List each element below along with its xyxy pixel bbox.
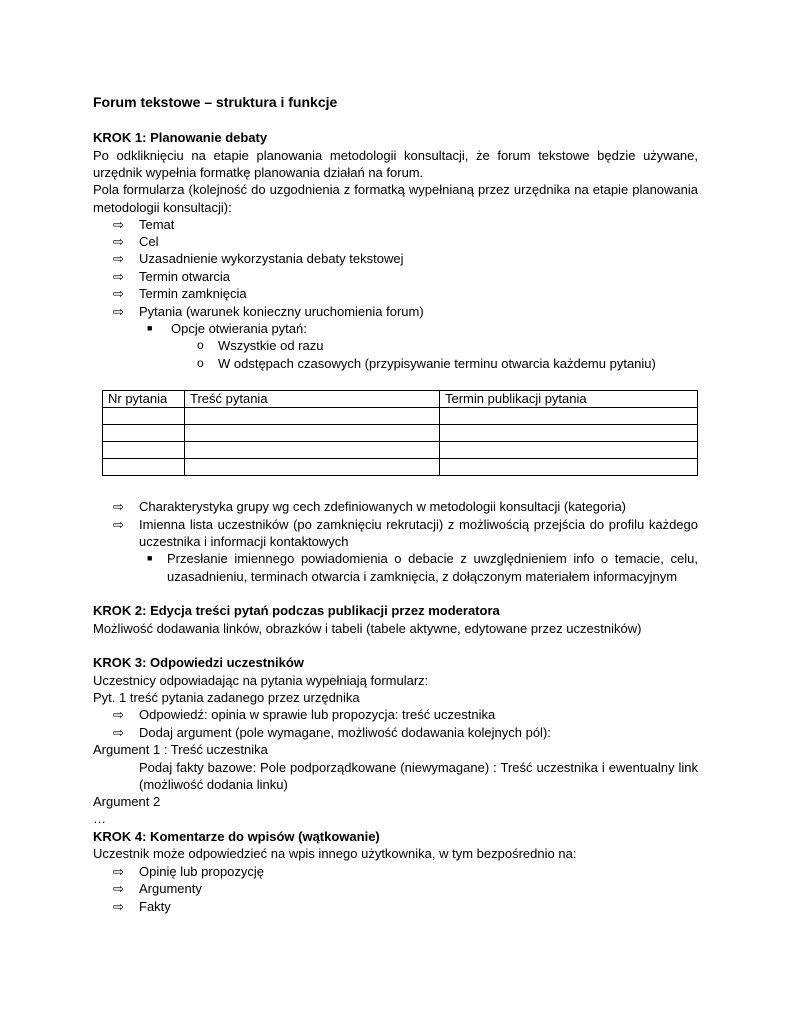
krok2-heading-prefix: KROK 2 — [93, 603, 143, 618]
table-cell — [103, 408, 185, 425]
table-row — [103, 442, 698, 459]
participants-list-line1: Imienna lista uczestników (po zamknięciu rekrutacji) z możliwością przejścia do profilu każdego — [139, 517, 698, 532]
krok1-heading — [93, 129, 267, 146]
circle-bullet-icon: o — [197, 356, 204, 370]
argument-1: Argument 1 : Treść uczestnika — [93, 742, 268, 757]
arrow-bullet-icon: ⇨ — [113, 707, 124, 722]
arrow-bullet-icon: ⇨ — [113, 234, 124, 249]
arrow-bullet-icon: ⇨ — [113, 864, 124, 879]
arrow-bullet-icon: ⇨ — [113, 286, 124, 301]
reply-target-item: Fakty — [139, 899, 171, 914]
table-row — [103, 459, 698, 476]
circle-bullet-icon: o — [197, 338, 204, 352]
ellipsis: … — [93, 811, 106, 826]
krok1-para1-line2: urzędnik wypełnia formatkę planowania działań na forum. — [93, 165, 424, 180]
krok3-heading: KROK 3: Odpowiedzi uczestników — [93, 655, 304, 670]
facts-line2: (możliwość dodania linku) — [139, 777, 288, 792]
field-item: Uzasadnienie wykorzystania debaty tekstowej — [139, 251, 404, 266]
krok1-para2-line1: Pola formularza (kolejność do uzgodnienia z formatką wypełnianą przez urzędnika na etapie planowania — [93, 182, 698, 197]
krok4-line1: Uczestnik może odpowiedzieć na wpis innego użytkownika, w tym bezpośrednio na: — [93, 846, 577, 861]
krok2-heading — [93, 602, 500, 619]
reply-target-item: Opinię lub propozycję — [139, 864, 265, 879]
krok1-heading-prefix: KROK 1 — [93, 130, 143, 145]
table-cell — [185, 408, 440, 425]
argument-2: Argument 2 — [93, 794, 161, 809]
table-header-cell: Termin publikacji pytania — [440, 391, 698, 408]
arrow-bullet-icon: ⇨ — [113, 881, 124, 896]
table-cell — [103, 425, 185, 442]
add-argument-item: Dodaj argument (pole wymagane, możliwość dodawania kolejnych pól): — [139, 725, 551, 740]
table-row — [103, 425, 698, 442]
arrow-bullet-icon: ⇨ — [113, 269, 124, 284]
arrow-bullet-icon: ⇨ — [113, 725, 124, 740]
field-item: Termin zamknięcia — [139, 286, 247, 301]
reply-target-item: Argumenty — [139, 881, 202, 896]
table-cell — [440, 425, 698, 442]
krok2-text: Możliwość dodawania linków, obrazków i tabeli (tabele aktywne, edytowane przez uczestników) — [93, 621, 642, 636]
square-bullet-icon: ■ — [147, 553, 153, 563]
table-cell — [103, 459, 185, 476]
square-bullet-icon: ■ — [147, 323, 153, 333]
answer-item: Odpowiedź: opinia w sprawie lub propozycja: treść uczestnika — [139, 707, 496, 722]
opcje-label: Opcje otwierania pytań: — [171, 321, 307, 336]
arrow-bullet-icon: ⇨ — [113, 304, 124, 319]
field-item: Cel — [139, 234, 159, 249]
krok1-para1-line1: Po odkliknięciu na etapie planowania metodologii konsultacji, że forum tekstowe będzie używane, — [93, 148, 698, 163]
field-item: Termin otwarcia — [139, 269, 231, 284]
table-cell — [185, 459, 440, 476]
arrow-bullet-icon: ⇨ — [113, 517, 124, 532]
notify-line2: uzasadnieniu, terminach otwarcia i zamknięcia, z dołączonym materiałem informacyjnym — [167, 569, 678, 584]
krok3-line2: Pyt. 1 treść pytania zadanego przez urzędnika — [93, 690, 360, 705]
table-cell — [440, 442, 698, 459]
table-cell — [185, 442, 440, 459]
table-cell — [103, 442, 185, 459]
table-cell — [440, 459, 698, 476]
krok1-heading-rest: : Planowanie debaty — [142, 130, 268, 145]
questions-table — [102, 390, 698, 476]
table-row — [103, 408, 698, 425]
participants-list-line2: uczestnika i informacji kontaktowych — [139, 534, 349, 549]
field-item: Pytania (warunek konieczny uruchomienia forum) — [139, 304, 424, 319]
krok2-heading-rest: : Edycja treści pytań podczas publikacji przez moderatora — [142, 603, 500, 618]
krok1-para2-line2: metodologii konsultacji): — [93, 200, 232, 215]
table-cell — [185, 425, 440, 442]
krok4-heading: KROK 4: Komentarze do wpisów (wątkowanie) — [93, 829, 380, 844]
page-title: Forum tekstowe – struktura i funkcje — [93, 94, 338, 110]
opcje-item: Wszystkie od razu — [218, 338, 324, 353]
table-header-cell: Treść pytania — [185, 391, 440, 408]
arrow-bullet-icon: ⇨ — [113, 251, 124, 266]
arrow-bullet-icon: ⇨ — [113, 499, 124, 514]
table-header-cell: Nr pytania — [103, 391, 185, 408]
notify-line1: Przesłanie imiennego powiadomienia o debacie z uwzględnieniem info o temacie, celu, — [167, 551, 698, 566]
arrow-bullet-icon: ⇨ — [113, 217, 124, 232]
arrow-bullet-icon: ⇨ — [113, 899, 124, 914]
field-item: Temat — [139, 217, 175, 232]
table-header-row — [103, 391, 698, 408]
table-cell — [440, 408, 698, 425]
opcje-item: W odstępach czasowych (przypisywanie terminu otwarcia każdemu pytaniu) — [218, 356, 656, 371]
krok3-line1: Uczestnicy odpowiadając na pytania wypełniają formularz: — [93, 673, 429, 688]
characteristics-item: Charakterystyka grupy wg cech zdefiniowanych w metodologii konsultacji (kategoria) — [139, 499, 627, 514]
facts-line1: Podaj fakty bazowe: Pole podporządkowane (niewymagane) : Treść uczestnika i ewentualny link — [139, 760, 698, 775]
